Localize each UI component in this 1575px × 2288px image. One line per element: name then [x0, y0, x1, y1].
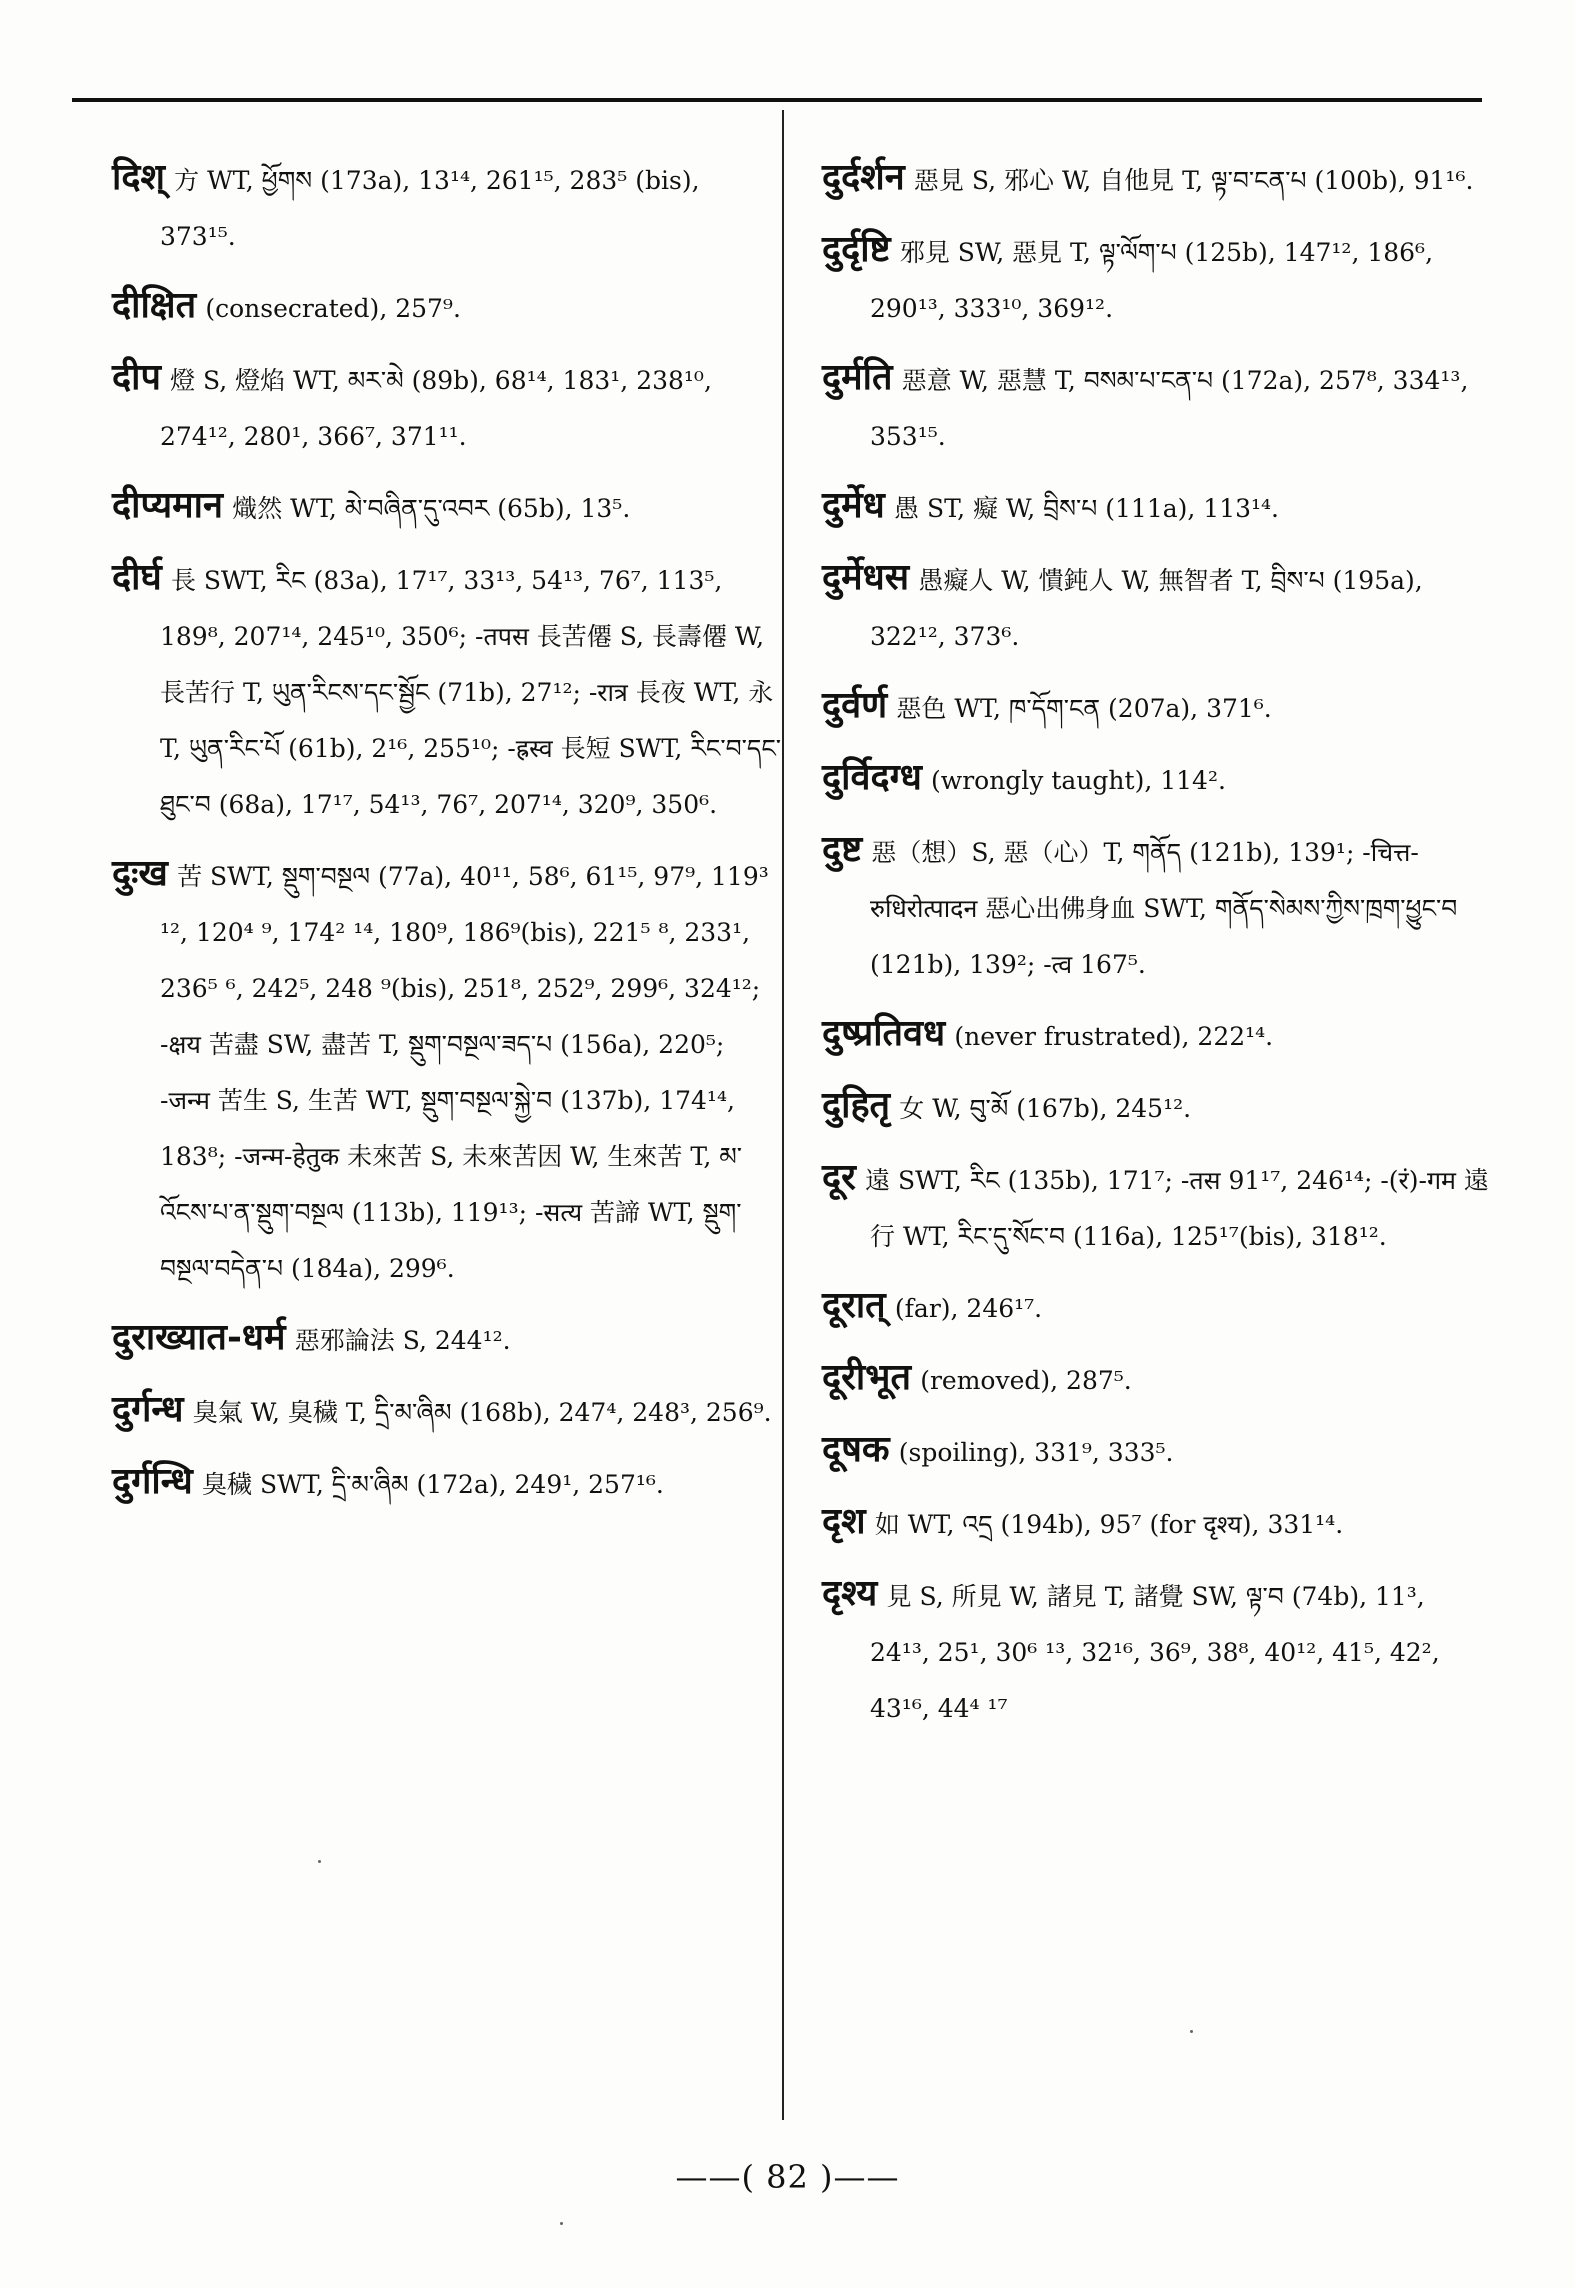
entry-headword: दृश्य — [822, 1572, 878, 1614]
page-number: ——( 82 )—— — [675, 2158, 900, 2196]
entry-body: 見 S, 所見 W, 諸見 T, 諸覺 SW, ལྟ་བ (74b), 11³, 24¹³, 25¹, 30⁶ ¹³, 32¹⁶, 36⁹, 38⁸, 40¹², 41⁵, 42², 43¹⁶, 44⁴ ¹⁷ — [870, 1582, 1440, 1723]
dictionary-entry — [822, 1078, 1492, 1136]
dictionary-entry — [112, 550, 782, 832]
entry-headword: दीर्घ — [112, 556, 162, 598]
scan-speck — [560, 2222, 563, 2225]
entry-body: 惡邪論法 S, 244¹². — [294, 1326, 511, 1355]
dictionary-entry — [112, 478, 782, 536]
entry-body: 惡意 W, 惡慧 T, བསམ་པ་ངན་པ (172a), 257⁸, 334¹³, 353¹⁵. — [870, 366, 1469, 451]
scan-speck — [318, 1860, 321, 1863]
entry-headword: दुर्मेधस — [822, 556, 910, 598]
entry-body: (far), 246¹⁷. — [894, 1294, 1043, 1323]
column-divider — [782, 110, 784, 2120]
entry-body: 如 WT, འདྲ (194b), 95⁷ (for दृश्य), 331¹⁴. — [874, 1510, 1344, 1539]
dictionary-entry — [822, 1422, 1492, 1480]
entry-body: 惡色 WT, ཁ་དོག་ངན (207a), 371⁶. — [896, 694, 1272, 723]
entry-body: 臭穢 SWT, དྲི་མ་ཞིམ (172a), 249¹, 257¹⁶. — [202, 1470, 664, 1499]
dictionary-entry — [822, 1566, 1492, 1736]
entry-body: 熾然 WT, མེ་བཞིན་དུ་འབར (65b), 13⁵. — [232, 494, 631, 523]
entry-headword: दुहितृ — [822, 1084, 891, 1126]
entry-headword: दुर्मेध — [822, 484, 885, 526]
entry-headword: दीक्षित — [112, 284, 197, 326]
dictionary-entry — [112, 1454, 782, 1512]
dictionary-entry — [822, 1278, 1492, 1336]
top-rule — [72, 98, 1482, 102]
entry-headword: दुर्मति — [822, 356, 893, 398]
dictionary-entry — [822, 1350, 1492, 1408]
entry-headword: दिश् — [112, 156, 165, 198]
dictionary-entry — [112, 1310, 782, 1368]
entry-headword: दुर्दृष्टि — [822, 228, 891, 270]
entry-body: 長 SWT, རིང (83a), 17¹⁷, 33¹³, 54¹³, 76⁷, 113⁵, 189⁸, 207¹⁴, 245¹⁰, 350⁶; -तपस 長苦僊 S, 長壽僊 W, 長苦行 T, ཡུན་རིངས་དང་སྦྱོང (71b), 27¹²; -रात्र 長夜 WT, 永 T, ཡུན་རིང་པོ (61b), 2¹⁶, 255¹⁰; -ह्रस्व 長短 SWT, རིང་བ་དང་ཐུང་བ (68a), 17¹⁷, 54¹³, 76⁷, 207¹⁴, 320⁹, 350⁶. — [160, 566, 781, 819]
dictionary-entry — [822, 350, 1492, 464]
dictionary-entry — [112, 278, 782, 336]
dictionary-entry — [822, 750, 1492, 808]
dictionary-entry — [822, 1150, 1492, 1264]
dictionary-entry — [822, 1006, 1492, 1064]
entry-headword: दुर्दर्शन — [822, 156, 905, 198]
entry-headword: दुर्वर्ण — [822, 684, 888, 726]
entry-body: 遠 SWT, རིང (135b), 171⁷; -तस 91¹⁷, 246¹⁴; -(रं)-गम 遠行 WT, རིང་དུ་སོང་བ (116a), 125¹⁷(bis), 318¹². — [865, 1166, 1489, 1251]
entry-headword: दृश — [822, 1500, 866, 1542]
left-column — [112, 150, 782, 1526]
entry-headword: दुष्प्रतिवध — [822, 1012, 946, 1054]
entry-body: 燈 S, 燈焰 WT, མར་མེ (89b), 68¹⁴, 183¹, 238¹⁰, 274¹², 280¹, 366⁷, 371¹¹. — [160, 366, 712, 451]
dictionary-entry — [112, 1382, 782, 1440]
entry-headword: दीप्यमान — [112, 484, 223, 526]
dictionary-entry — [822, 150, 1492, 208]
dictionary-entry — [112, 846, 782, 1296]
dictionary-entry — [822, 1494, 1492, 1552]
entry-headword: दूरात् — [822, 1284, 886, 1326]
entry-body: 愚 ST, 癡 W, བྲིས་པ (111a), 113¹⁴. — [894, 494, 1280, 523]
entry-headword: दुर्विदग्ध — [822, 756, 922, 798]
entry-body: (wrongly taught), 114². — [931, 766, 1226, 795]
entry-body: 方 WT, ཕྱོགས (173a), 13¹⁴, 261¹⁵, 283⁵ (bis), 373¹⁵. — [160, 166, 700, 251]
dictionary-entry — [112, 150, 782, 264]
entry-headword: दुर्गन्ध — [112, 1388, 184, 1430]
entry-body: (never frustrated), 222¹⁴. — [954, 1022, 1274, 1051]
entry-body: (spoiling), 331⁹, 333⁵. — [898, 1438, 1174, 1467]
dictionary-entry — [822, 678, 1492, 736]
scan-speck — [1190, 2030, 1193, 2033]
entry-body: 惡見 S, 邪心 W, 自他見 T, ལྟ་བ་ངན་པ (100b), 91¹⁶. — [913, 166, 1474, 195]
entry-headword: दुःख — [112, 852, 168, 894]
entry-body: 女 W, བུ་མོ (167b), 245¹². — [899, 1094, 1192, 1123]
entry-body: 邪見 SW, 惡見 T, ལྟ་ལོག་པ (125b), 147¹², 186⁶, 290¹³, 333¹⁰, 369¹². — [870, 238, 1434, 323]
entry-headword: दूषक — [822, 1428, 890, 1470]
dictionary-entry — [822, 550, 1492, 664]
dictionary-entry — [822, 478, 1492, 536]
entry-body: (consecrated), 257⁹. — [205, 294, 461, 323]
entry-headword: दूर — [822, 1156, 856, 1198]
dictionary-entry — [112, 350, 782, 464]
entry-headword: दुराख्यात-धर्म — [112, 1316, 286, 1358]
entry-body: 臭氣 W, 臭穢 T, དྲི་མ་ཞིམ (168b), 247⁴, 248³, 256⁹. — [192, 1398, 772, 1427]
entry-body: 愚癡人 W, 憒鈍人 W, 無智者 T, བྲིས་པ (195a), 322¹², 373⁶. — [870, 566, 1423, 651]
entry-headword: दीप — [112, 356, 161, 398]
right-column — [822, 150, 1492, 1750]
entry-headword: दुष्ट — [822, 828, 863, 870]
entry-body: 惡（想）S, 惡（心）T, གནོད (121b), 139¹; -चित्त-रुधिरोत्पादन 惡心出佛身血 SWT, གནོད་སེམས་ཀྱིས་ཁྲག་ཕྱུང་བ (121b), 139²; -त्व 167⁵. — [870, 838, 1458, 979]
entry-headword: दुर्गन्धि — [112, 1460, 193, 1502]
dictionary-entry — [822, 822, 1492, 992]
entry-body: 苦 SWT, སྡུག་བསྔལ (77a), 40¹¹, 58⁶, 61¹⁵, 97⁹, 119³ ¹², 120⁴ ⁹, 174² ¹⁴, 180⁹, 186⁹(bis), 221⁵ ⁸, 233¹, 236⁵ ⁶, 242⁵, 248 ⁹(bis), 251⁸, 252⁹, 299⁶, 324¹²; -क्षय 苦盡 SW, 盡苦 T, སྡུག་བསྔལ་ཟད་པ (156a), 220⁵; -जन्म 苦生 S, 生苦 WT, སྡུག་བསྔལ་སྐྱེ་བ (137b), 174¹⁴, 183⁸; -जन्म-हेतुक 未來苦 S, 未來苦因 W, 生來苦 T, མ་འོངས་པ་ན་སྡུག་བསྔལ (113b), 119¹³; -सत्य 苦諦 WT, སྡུག་བསྔལ་བདེན་པ (184a), 299⁶. — [160, 862, 769, 1283]
entry-body: (removed), 287⁵. — [920, 1366, 1132, 1395]
dictionary-entry — [822, 222, 1492, 336]
entry-headword: दूरीभूत — [822, 1356, 911, 1398]
